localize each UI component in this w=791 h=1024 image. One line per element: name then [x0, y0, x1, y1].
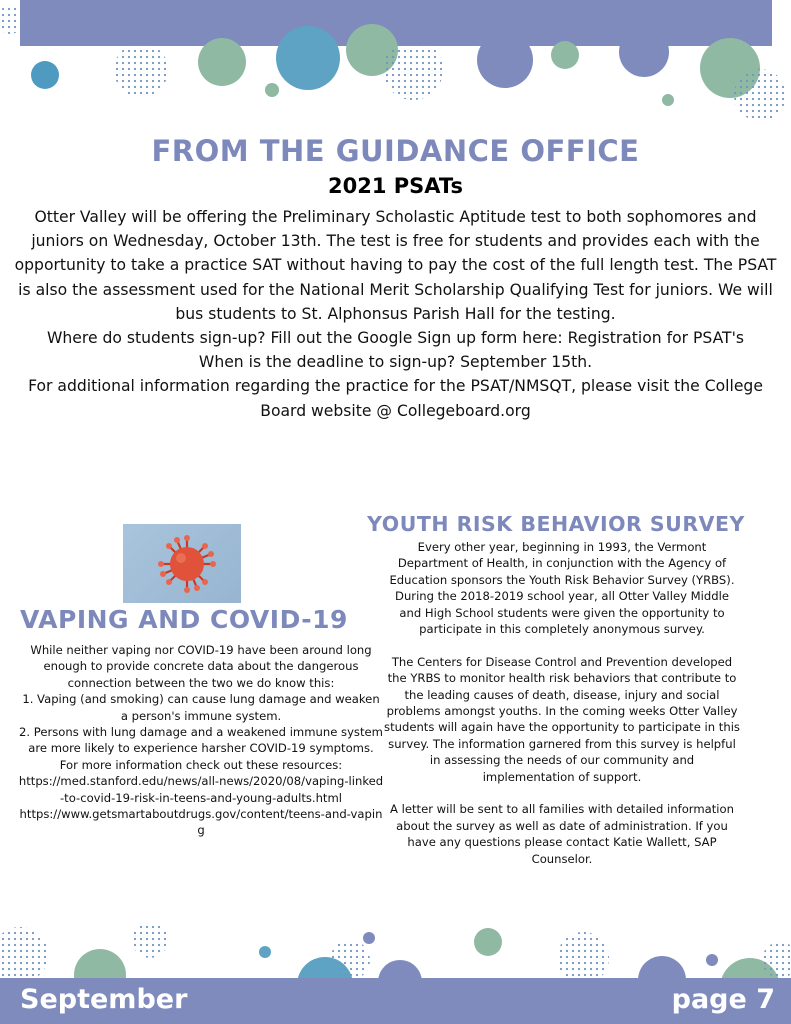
yrbs-body [383, 539, 741, 867]
psat-paragraph: Otter Valley will be offering the Preliminary Scholastic Aptitude test to both sophomores and juniors on Wednesday, October 13th. The test is free for students and provides each with the opportunity to take a practice SAT without having to pay the cost of the full length test. The PSAT is also the assessment used for the National Merit Scholarship Qualifying Test for juniors. We will bus students to St. Alphonsus Parish Hall for the testing. [14, 208, 777, 323]
vaping-intro: While neither vaping nor COVID-19 have been around long enough to provide concrete data about the dangerous connection between the two we do know this: [30, 643, 372, 690]
yrbs-paragraph-2: The Centers for Disease Control and Prevention developed the YRBS to monitor health risk behaviors that contribute to the leading causes of death, disease, injury and social problems amongst youths. In the coming weeks Otter Valley students will again have the opportunity to participate in this survey. The information garnered from this survey is helpful in assessing the needs of our community and implementation of support. [384, 654, 740, 784]
psat-more-info: For additional information regarding the practice for the PSAT/NMSQT, please visit the College Board website @ Collegeboard.org [28, 377, 763, 420]
vaping-point-1: 1. Vaping (and smoking) can cause lung damage and weaken a person's immune system. [22, 692, 380, 723]
stanford-link[interactable]: https://med.stanford.edu/news/all-news/2020/08/vaping-linked-to-covid-19-risk-in-teens-and-young-adults.html [18, 774, 384, 805]
virus-image [123, 524, 241, 603]
yrbs-paragraph-1: Every other year, beginning in 1993, the Vermont Department of Health, in conjunction with the Agency of Education sponsors the Youth Risk Behavior Survey (YRBS). During the 2018-2019 school year, all Otter Valley Middle and High School students were given the opportunity to participate in this completely anonymous survey. [389, 540, 735, 637]
getsmart-link[interactable]: https://www.getsmartaboutdrugs.gov/content/teens-and-vaping [19, 807, 383, 838]
vaping-body [18, 642, 384, 839]
virus-icon [123, 524, 241, 603]
page-title: FROM THE GUIDANCE OFFICE [151, 134, 640, 168]
yrbs-title: YOUTH RISK BEHAVIOR SURVEY [367, 512, 745, 536]
yrbs-paragraph-3: A letter will be sent to all families with detailed information about the survey as well as date of administration. If you have any questions please contact Katie Wallett, SAP Counselor. [390, 802, 734, 866]
vaping-title: VAPING AND COVID-19 [20, 605, 348, 634]
psat-signup-question: Where do students sign-up? Fill out the Google Sign up form here: Registration for PSAT's [46, 329, 744, 348]
section-subtitle: 2021 PSATs [328, 174, 463, 198]
psat-deadline: When is the deadline to sign-up? September 15th. [198, 353, 593, 372]
vaping-resources-label: For more information check out these resources: [59, 757, 343, 772]
vaping-point-2: 2. Persons with lung damage and a weakened immune system are more likely to experience harsher COVID-19 symptoms. [19, 725, 383, 756]
top-dot-decoration [0, 0, 791, 130]
page-number: page 7 [671, 984, 775, 1015]
footer-month: September [20, 984, 188, 1015]
psat-announcement [8, 205, 783, 423]
